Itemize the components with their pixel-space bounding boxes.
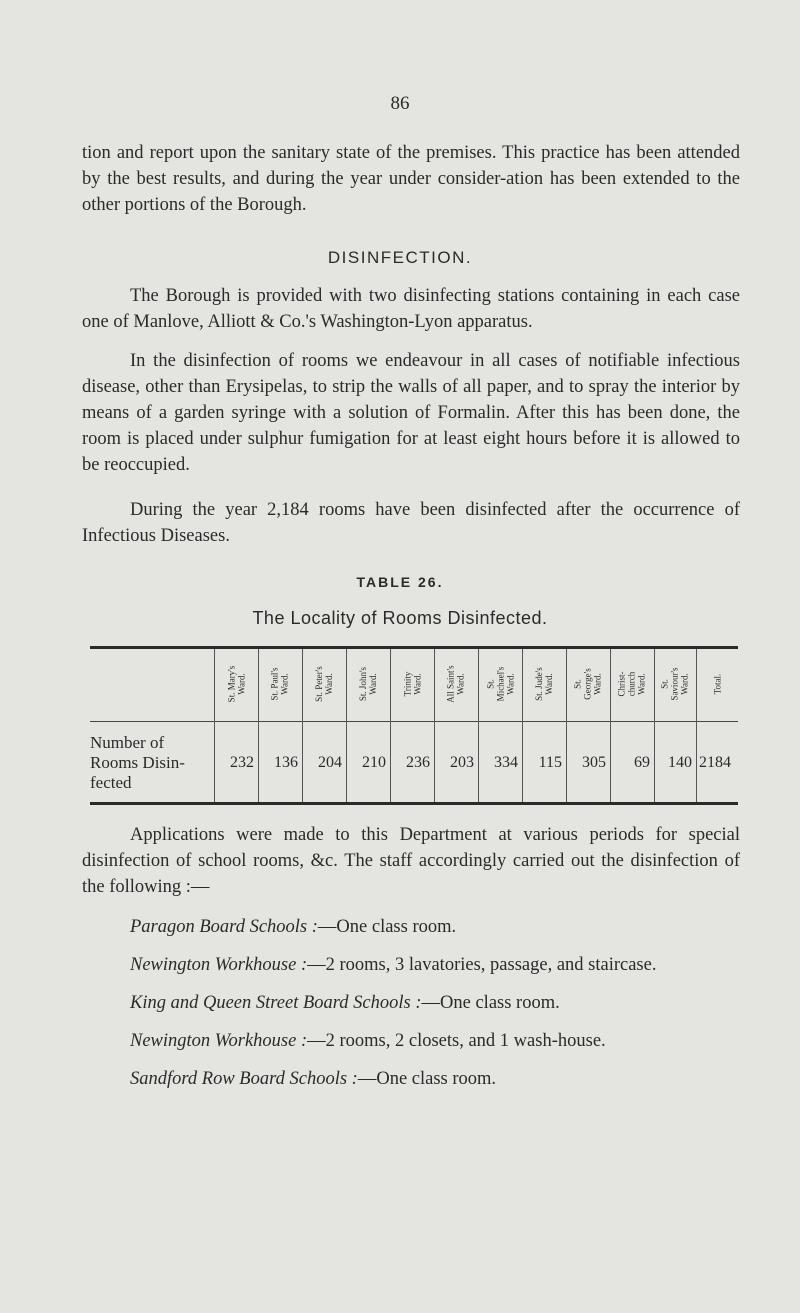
column-header-st-johns: St. John's Ward.	[357, 666, 378, 702]
list-item	[130, 914, 750, 940]
page-number: 86	[390, 93, 410, 114]
column-header-st-pauls: St. Paul's Ward.	[269, 667, 290, 701]
column-header-st-judes: St. Jude's Ward.	[533, 667, 554, 701]
list-item	[130, 952, 750, 978]
cell-st-georges: 305	[582, 754, 606, 771]
cell-total: 2184	[699, 754, 731, 771]
cell-trinity: 236	[406, 754, 430, 771]
column-header-st-michaels: St. Michael's Ward.	[485, 666, 515, 702]
column-header-st-georges: St. George's Ward.	[572, 668, 603, 700]
paragraph-count: During the year 2,184 rooms have been disinfected after the occurrence of Infectious Diseases.	[82, 500, 740, 546]
row-label: Number of Rooms Disin-fected	[90, 733, 185, 792]
cell-all-saints: 203	[450, 754, 474, 771]
column-header-total: Total.	[712, 673, 722, 695]
item-detail: —One class room.	[357, 1069, 497, 1089]
item-place: King and Queen Street Board Schools :	[130, 993, 422, 1013]
item-place: Newington Workhouse :	[130, 955, 308, 975]
list-item	[130, 990, 750, 1016]
cell-st-peters: 204	[318, 754, 342, 771]
column-header-all-saints: All Saint's Ward.	[445, 665, 466, 703]
paragraph-method: In the disinfection of rooms we endeavour in all cases of notifiable infectious disease, other than Erysipelas, to strip the walls of all paper, and to spray the interior by means of a garden syringe with a solution of Formalin. After this has been done, the room is placed under sulphur fumigation for at least eight hours before it is allowed to be reoccupied.	[82, 351, 740, 475]
item-detail: —One class room.	[317, 917, 457, 937]
cell-st-saviours: 140	[668, 754, 692, 771]
list-item	[130, 1028, 750, 1054]
column-header-st-marys: St. Mary's Ward.	[226, 665, 246, 703]
applications-paragraph: Applications were made to this Department at various periods for special disinfection of school rooms, &c. The staff accordingly carried out the disinfection of the following :—	[82, 825, 740, 897]
table-bottom-rule	[90, 802, 738, 805]
table-caption: The Locality of Rooms Disinfected.	[252, 608, 548, 628]
item-detail: —One class room.	[421, 993, 560, 1013]
cell-st-pauls: 136	[274, 754, 298, 771]
column-header-trinity: Trinity Ward.	[402, 671, 422, 697]
column-header-st-peters: St. Peter's Ward.	[314, 666, 334, 702]
cell-st-judes: 115	[538, 754, 562, 771]
item-place: Paragon Board Schools :	[130, 917, 318, 937]
section-heading: DISINFECTION.	[327, 248, 473, 267]
table-header-rule	[90, 721, 738, 722]
table-label: TABLE 26.	[356, 574, 444, 590]
item-place: Newington Workhouse :	[130, 1031, 308, 1051]
cell-st-johns: 210	[362, 754, 386, 771]
column-header-christchurch: Christ- church Ward.	[616, 671, 647, 697]
intro-paragraph: tion and report upon the sanitary state of the premises. This practice has been attended by the best results, and during the year under consider-ation has been extended to the other portions of the Borough.	[82, 143, 740, 215]
item-detail: —2 rooms, 3 lavatories, passage, and staircase.	[307, 955, 657, 975]
cell-st-marys: 232	[230, 754, 254, 771]
item-detail: —2 rooms, 2 closets, and 1 wash-house.	[307, 1031, 606, 1051]
list-item	[130, 1066, 750, 1092]
column-header-st-saviours: St. Saviour's Ward.	[660, 667, 690, 701]
paragraph-stations: The Borough is provided with two disinfecting stations containing in each case one of Manlove, Alliott & Co.'s Washington-Lyon apparatus.	[82, 286, 740, 332]
item-place: Sandford Row Board Schools :	[130, 1069, 358, 1089]
cell-st-michaels: 334	[494, 754, 518, 771]
cell-christchurch: 69	[634, 754, 650, 771]
